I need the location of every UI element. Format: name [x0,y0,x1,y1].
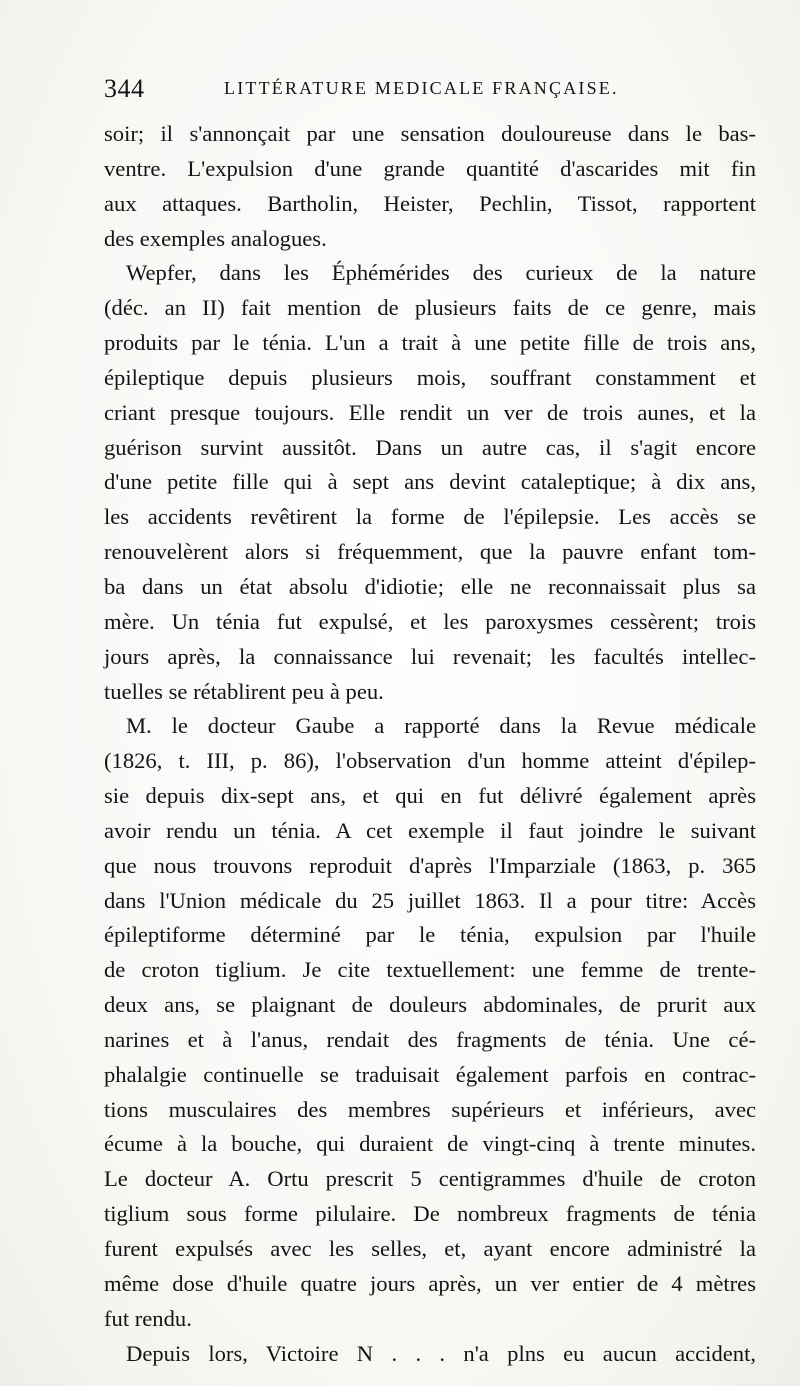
text-line: deux ans, se plaignant de douleurs abdominales, de prurit aux [104,992,756,1018]
text-line: tuelles se rétablirent peu à peu. [104,678,384,704]
text-line: (déc. an II) fait mention de plusieurs faits de ce genre, mais [104,295,756,321]
text-line: aux attaques. Bartholin, Heister, Pechlin, Tissot, rapportent [104,190,756,216]
text-line: Le docteur A. Ortu prescrit 5 centigrammes d'huile de croton [104,1166,756,1192]
running-title: LITTÉRATURE MEDICALE FRANÇAISE. [224,78,619,98]
text-line: furent expulsés avec les selles, et, ayant encore administré la [104,1236,756,1261]
text-line: fut rendu. [104,1305,192,1331]
text-line: tions musculaires des membres supérieurs et inférieurs, avec [104,1096,756,1122]
text-line: mère. Un ténia fut expulsé, et les paroxysmes cessèrent; trois [104,608,756,634]
text-line: dans l'Union médicale du 25 juillet 1863. Il a pour titre: Accès [104,887,756,913]
text-line: M. le docteur Gaube a rapporté dans la Revue médicale [126,713,756,739]
text-line: guérison survint aussitôt. Dans un autre cas, il s'agit encore [104,434,756,460]
text-line: écume à la bouche, qui duraient de vingt-cinq à trente minutes. [104,1131,756,1157]
page-header [104,70,744,110]
text-line: épileptiforme déterminé par le ténia, expulsion par l'huile [104,922,756,948]
text-line: de croton tiglium. Je cite textuellement: une femme de trente- [104,957,756,983]
text-line: que nous trouvons reproduit d'après l'Imparziale (1863, p. 365 [104,852,756,878]
text-line: Wepfer, dans les Éphémérides des curieux de la nature [126,260,756,286]
text-line: épileptique depuis plusieurs mois, souffrant constamment et [104,364,756,390]
text-line: ba dans un état absolu d'idiotie; elle ne reconnaissait plus sa [104,573,756,599]
text-line: jours après, la connaissance lui revenait; les facultés intellec- [104,643,756,669]
text-line: avoir rendu un ténia. A cet exemple il faut joindre le suivant [104,817,756,843]
body-text [104,117,756,1371]
text-line: soir; il s'annonçait par une sensation douloureuse dans le bas- [104,121,756,146]
text-line: phalalgie continuelle se traduisait également parfois en contrac- [104,1061,756,1087]
text-line: renouvelèrent alors si fréquemment, que la pauvre enfant tom- [104,539,756,565]
text-line: même dose d'huile quatre jours après, un ver entier de 4 mètres [104,1270,756,1296]
text-line: produits par le ténia. L'un a trait à une petite fille de trois ans, [104,330,756,356]
text-line: ventre. L'expulsion d'une grande quantité d'ascarides mit fin [104,155,756,181]
text-line: des exemples analogues. [104,225,327,251]
text-line: les accidents revêtirent la forme de l'épilepsie. Les accès se [104,504,756,530]
text-line: d'une petite fille qui à sept ans devint cataleptique; à dix ans, [104,469,756,495]
text-line: Depuis lors, Victoire N . . . n'a plns eu aucun accident, [126,1340,756,1366]
page-number: 344 [104,74,145,103]
text-line: (1826, t. III, p. 86), l'observation d'un homme atteint d'épilep- [104,748,756,774]
text-line: criant presque toujours. Elle rendit un ver de trois aunes, et la [104,399,756,425]
text-line: tiglium sous forme pilulaire. De nombreux fragments de ténia [104,1201,756,1227]
text-line: sie depuis dix-sept ans, et qui en fut délivré également après [104,783,756,809]
text-line: narines et à l'anus, rendait des fragments de ténia. Une cé- [104,1026,756,1052]
